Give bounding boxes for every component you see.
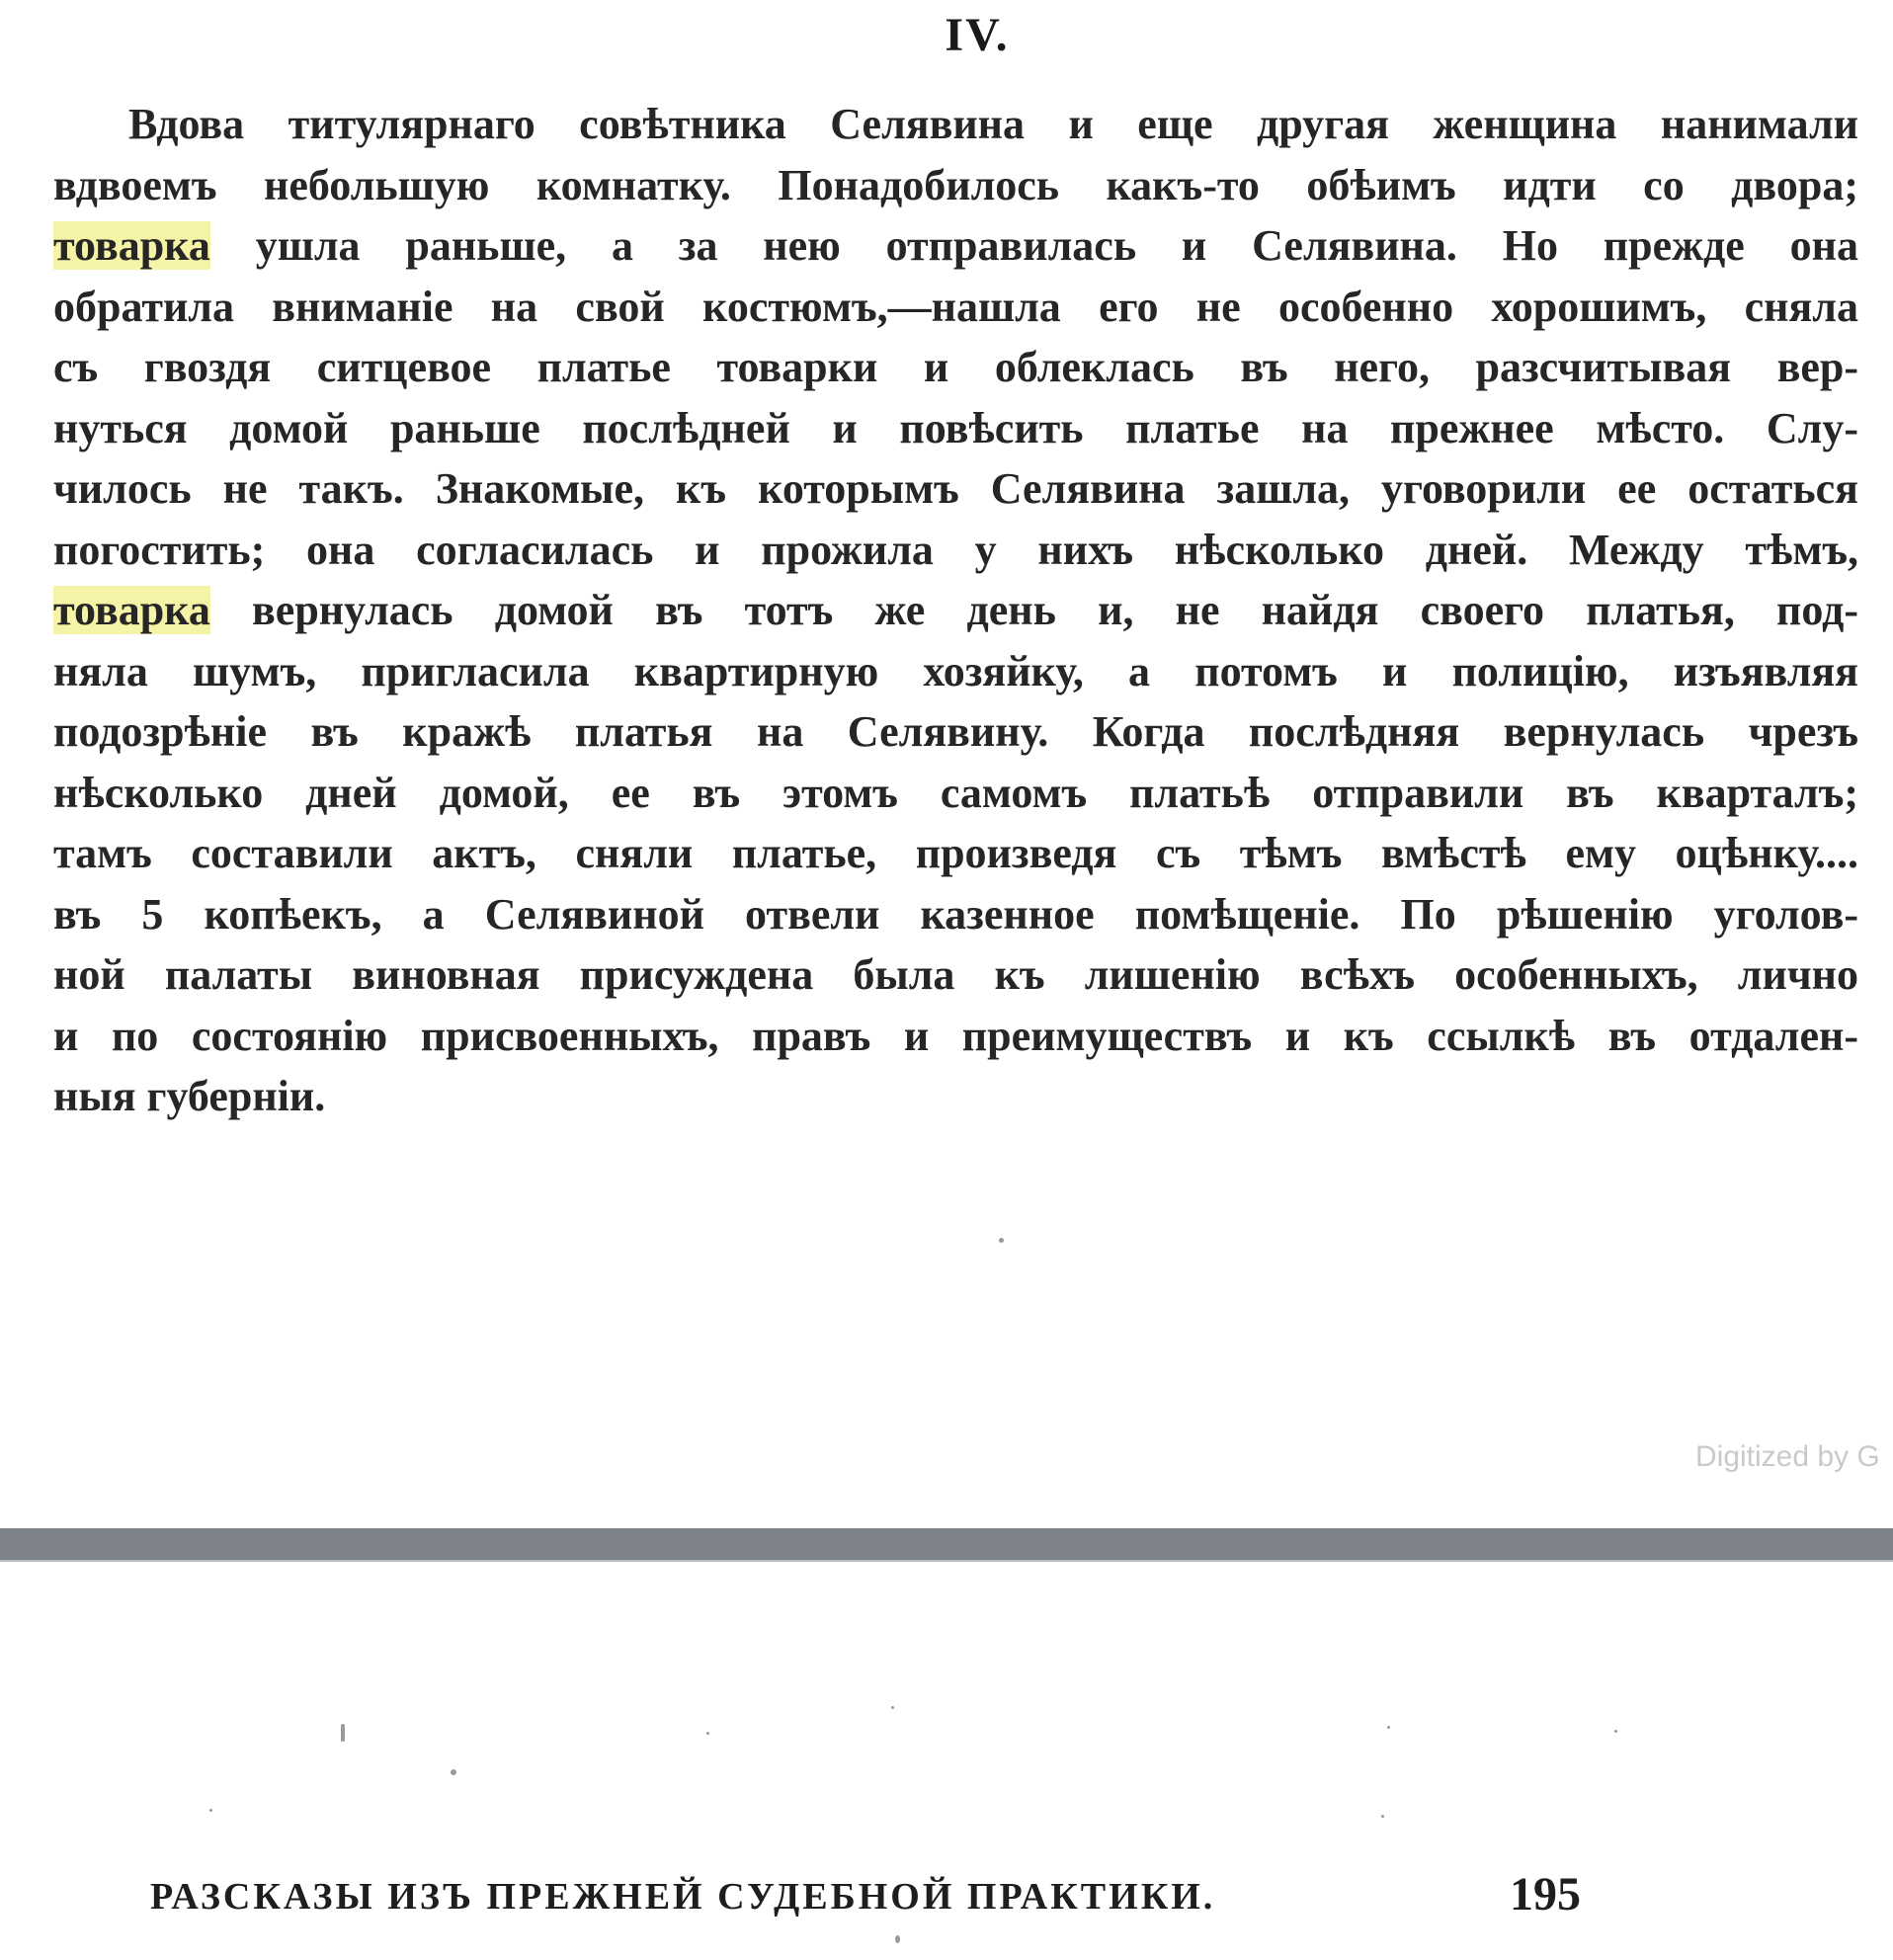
text-line-rest: ушла раньше, а за нею отправилась и Селявина. Но прежде она xyxy=(255,221,1858,270)
scan-speck xyxy=(895,1935,900,1943)
scan-speck xyxy=(341,1724,345,1742)
scan-speck xyxy=(891,1706,894,1709)
text-line: чилось не такъ. Знакомые, къ которымъ Селявина зашла, уговорили ее остаться xyxy=(53,464,1858,513)
text-line: подозрѣніе въ кражѣ платья на Селявину. Когда послѣдняя вернулась чрезъ xyxy=(53,707,1858,756)
scan-speck xyxy=(451,1769,456,1775)
text-line: нуться домой раньше послѣдней и повѣсить платье на прежнее мѣсто. Слу- xyxy=(53,403,1858,452)
text-line: вдвоемъ небольшую комнатку. Понадобилось какъ-то обѣимъ идти со двора; xyxy=(53,160,1858,209)
running-title: РАЗСКАЗЫ ИЗЪ ПРЕЖНЕЙ СУДЕБНОЙ ПРАКТИКИ. xyxy=(150,1876,1216,1918)
text-line xyxy=(53,580,1858,641)
scan-speck xyxy=(209,1809,212,1812)
paragraph xyxy=(53,94,1858,1127)
scan-speck xyxy=(1614,1730,1617,1733)
text-line: и по состоянію присвоенныхъ, правъ и преимуществъ и къ ссылкѣ въ отдален- xyxy=(53,1011,1858,1060)
text-line: ныя губерніи. xyxy=(53,1072,326,1120)
search-highlight: товарка xyxy=(53,221,210,270)
digitized-watermark: Digitized by G xyxy=(1695,1440,1880,1473)
text-line: съ гвоздя ситцевое платье товарки и облеклась въ него, разсчитывая вер- xyxy=(53,343,1858,391)
text-line: няла шумъ, пригласила квартирную хозяйку, а потомъ и полицію, изъявляя xyxy=(53,646,1858,695)
text-line: тамъ составили актъ, сняли платье, произведя съ тѣмъ вмѣстѣ ему оцѣнку.... xyxy=(53,829,1858,877)
text-line: ной палаты виновная присуждена была къ лишенію всѣхъ особенныхъ, лично xyxy=(53,950,1858,999)
text-line: Вдова титулярнаго совѣтника Селявина и еще другая женщина нанимали xyxy=(128,100,1858,148)
search-highlight: товарка xyxy=(53,586,210,634)
scan-speck xyxy=(999,1238,1004,1243)
scan-speck xyxy=(1387,1726,1390,1729)
page-divider xyxy=(0,1528,1893,1562)
scan-speck xyxy=(1381,1815,1384,1818)
chapter-heading: IV. xyxy=(945,9,1010,61)
text-line xyxy=(53,215,1858,277)
text-line-rest: вернулась домой въ тотъ же день и, не найдя своего платья, под- xyxy=(252,586,1858,634)
scan-speck xyxy=(706,1732,709,1735)
text-line: въ 5 копѣекъ, а Селявиной отвели казенное помѣщеніе. По рѣшенію уголов- xyxy=(53,889,1858,939)
text-line: нѣсколько дней домой, ее въ этомъ самомъ платьѣ отправили въ кварталъ; xyxy=(53,768,1858,817)
text-line: погостить; она согласилась и прожила у нихъ нѣсколько дней. Между тѣмъ, xyxy=(53,525,1858,574)
text-line: обратила вниманіе на свой костюмъ,—нашла его не особенно хорошимъ, сняла xyxy=(53,282,1858,331)
page-number: 195 xyxy=(1510,1868,1581,1920)
